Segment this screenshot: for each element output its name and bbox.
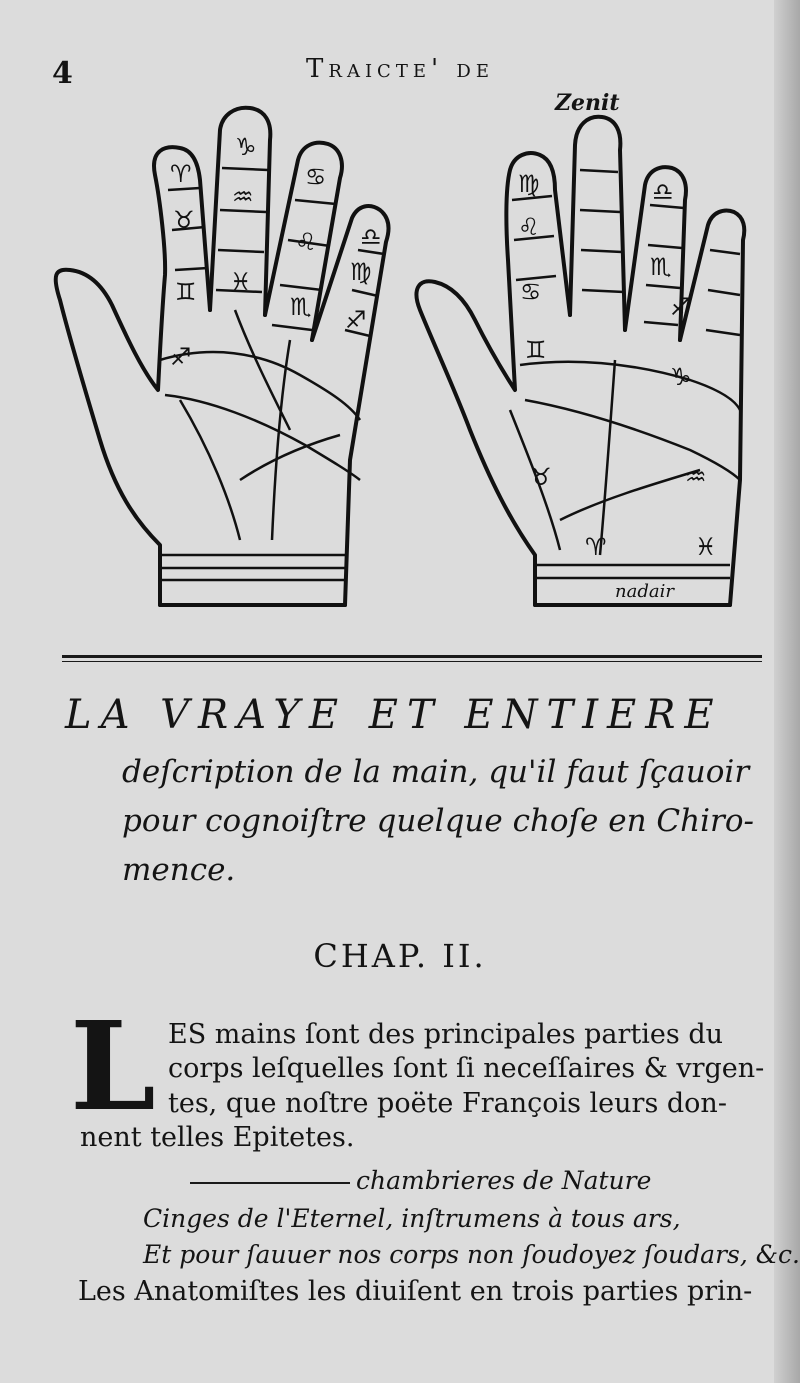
sagittarius-symbol-r: ♐ — [670, 293, 692, 321]
chapter-title: CHAP. II. — [313, 937, 487, 975]
leo-symbol: ♌ — [295, 228, 317, 256]
description-line-1: deſcription de la main, qu'il faut ſçauoir — [122, 754, 750, 790]
description-line-2: pour cognoiſtre quelque choſe en Chiro- — [122, 803, 754, 839]
body-line-4: nent telles Epitetes. — [80, 1122, 355, 1153]
gemini-symbol: ♊ — [175, 278, 197, 306]
scorpio-symbol-r: ♏ — [650, 253, 672, 281]
zenit-label: Zenit — [555, 90, 620, 116]
sagittarius-symbol: ♐ — [345, 306, 367, 334]
cancer-symbol-r: ♋ — [520, 278, 542, 306]
running-title: Traicte' de — [306, 54, 494, 84]
taurus-symbol-r: ♉ — [530, 463, 552, 491]
virgo-symbol-r: ♍ — [518, 170, 540, 198]
verse-dash — [190, 1182, 350, 1184]
palmistry-hands-woodcut — [40, 100, 780, 620]
body-line-1: ES mains ſont des principales parties du — [168, 1019, 723, 1050]
pisces-symbol-r: ♓ — [695, 533, 717, 561]
decorative-rule-thin — [62, 661, 762, 662]
libra-symbol-r: ♎ — [652, 178, 674, 206]
verse-line-1 — [190, 1166, 651, 1195]
gemini-symbol-r: ♊ — [525, 336, 547, 364]
cancer-symbol: ♋ — [305, 163, 327, 191]
verse-line-2: Cinges de l'Eternel, inſtrumens à tous ars, — [143, 1204, 681, 1233]
pisces-symbol: ♓ — [230, 268, 252, 296]
engraver-signature: nadair — [615, 581, 674, 602]
body-line-2: corps leſquelles ſont ſi neceſſaires & vrgen- — [168, 1053, 765, 1084]
left-hand-illustration — [56, 108, 389, 605]
leo-symbol-r: ♌ — [518, 213, 540, 241]
body-last-line: Les Anatomiſtes les diuiſent en trois parties prin- — [78, 1276, 753, 1307]
libra-symbol: ♎ — [360, 223, 382, 251]
aries-symbol-r: ♈ — [585, 533, 607, 561]
taurus-symbol: ♉ — [173, 206, 195, 234]
decorative-rule — [62, 655, 762, 658]
aries-symbol: ♈ — [170, 160, 192, 188]
scorpio-symbol: ♏ — [290, 293, 312, 321]
section-heading: LA VRAYE ET ENTIERE — [65, 692, 723, 738]
aquarius-symbol: ♒ — [232, 183, 254, 211]
description-line-3: mence. — [122, 852, 236, 888]
page-number: 4 — [52, 56, 73, 91]
virgo-symbol: ♍ — [350, 258, 372, 286]
capricorn-symbol: ♑ — [235, 133, 257, 161]
drop-cap: L — [70, 994, 156, 1138]
capricorn-symbol-r: ♑ — [670, 363, 692, 391]
right-hand-illustration — [416, 117, 744, 605]
sagittarius-symbol-2: ♐ — [170, 343, 192, 371]
body-line-3: tes, que noſtre poëte François leurs don- — [168, 1088, 727, 1119]
aquarius-symbol-r: ♒ — [685, 463, 707, 491]
verse-line-1-text: chambrieres de Nature — [356, 1166, 652, 1195]
verse-line-3: Et pour ſauuer nos corps non ſoudoyez ſoudars, &c. — [143, 1240, 800, 1269]
